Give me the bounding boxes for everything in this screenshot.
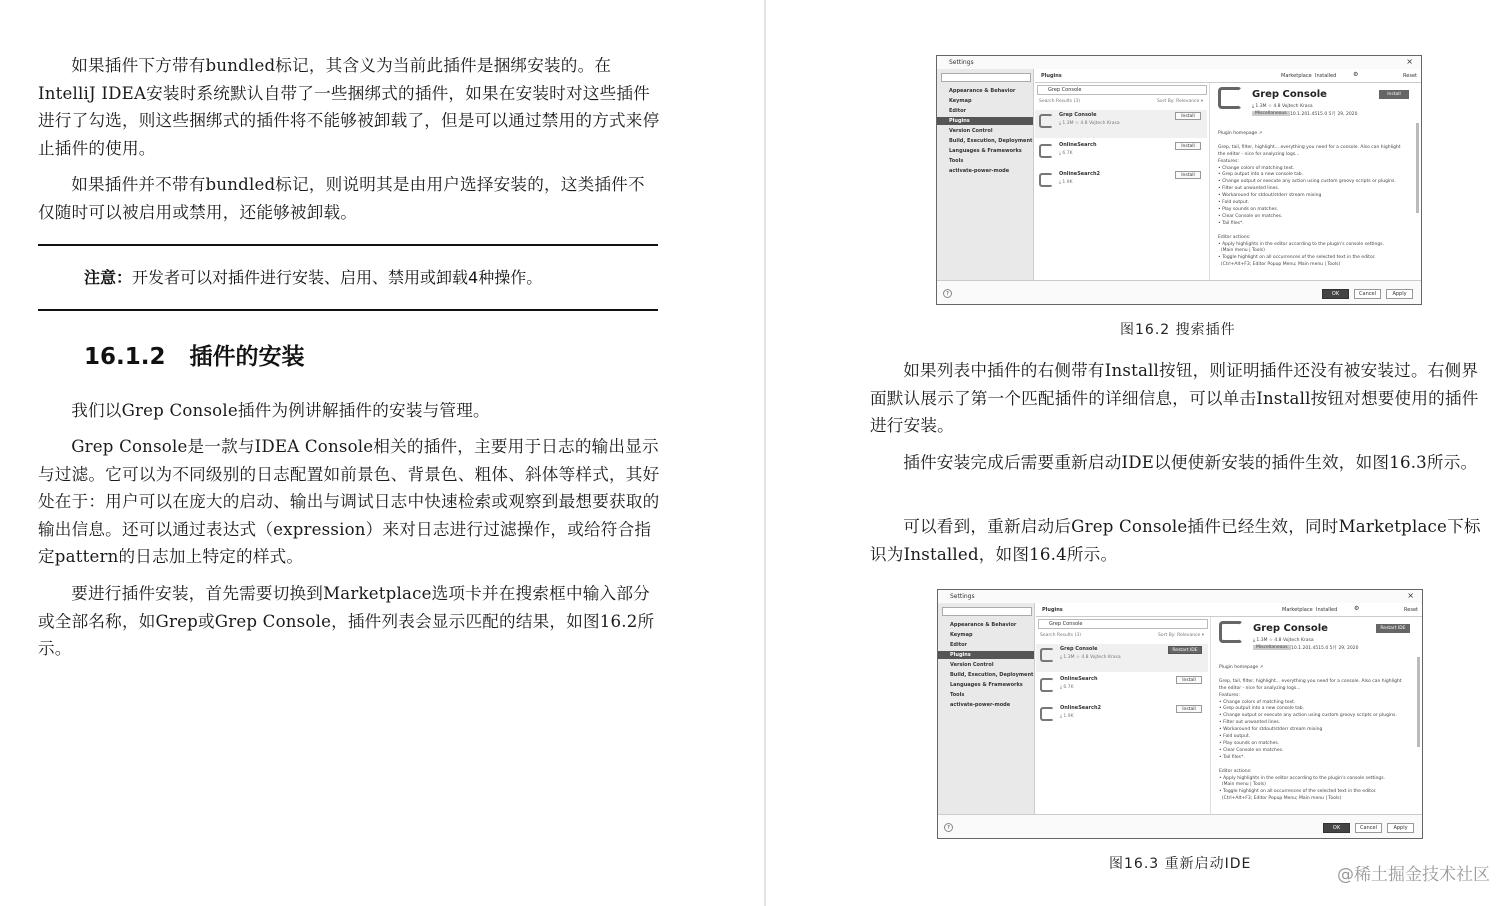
paragraph-bundled: 如果插件下方带有bundled标记，其含义为当前此插件是捆绑安装的。在IntelliJ IDEA安装时系统默认自带了一些捆绑式的插件，如果在安装时对这些插件进行了勾选，则这些捆绑式的插件将不能够被卸载了，但是可以通过禁用的方式来停止插件的使用。 [38,56,660,158]
sidebar-item-keymap[interactable]: Keymap [949,98,972,104]
sidebar-item-vcs[interactable]: Version Control [950,662,994,668]
detail-install-button[interactable]: Install [1379,90,1409,99]
tab-marketplace[interactable]: Marketplace [1282,607,1313,613]
figure-caption-16-2: 图16.2 搜索插件 [1120,322,1236,338]
help-icon[interactable]: ? [944,823,953,832]
detail-title: Grep Console [1253,623,1328,634]
detail-title: Grep Console [1252,89,1327,100]
paragraph-intro: 我们以Grep Console插件为例讲解插件的安装与管理。 [71,401,490,420]
apply-button[interactable]: Apply [1386,289,1413,299]
plugins-label: Plugins [1042,607,1063,613]
note-top-rule [38,244,658,246]
category-tag: Miscellaneous [1252,111,1290,116]
paragraph-restart: 插件安装完成后需要重新启动IDE以便使新安装的插件生效，如图16.3所示。 [903,453,1478,472]
plugin-meta: ⤓ 1.3M ☆ 4.8 Vojtech Krasa [1060,655,1121,660]
detail-meta: ⤓ 1.3M ☆ 4.8 Vojtech Krasa [1252,104,1313,109]
sidebar-item-tools[interactable]: Tools [950,692,965,698]
sidebar-item-tools[interactable]: Tools [949,158,964,164]
gear-icon[interactable]: ⚙ [1353,71,1359,78]
dialog-title: Settings [949,59,974,66]
detail-description: Plugin homepage ↗ Grep, tail, filter, highlight... everything you need for a console. Also can highlight the editor - nice for analyzing logs... Features: • Change colors of matching text. • Grep output into a new console tab. • Change output or execute any action using custom groovy scripts or plugins. • Filter out unwanted lines. • Workaround for stdout/stderr stream mixing • Fold output. • Play sounds on matches. • Clear Console on matches. • Tail files*. Editor actions: • Apply highlights in the editor according to the plugin's console settings. (Main menu | Tools) • Toggle highlight on all occurrences of the selected text in the editor. (Ctrl+Alt+F3; Editor Popup Menu; Main menu | Tools) [1218,131,1401,268]
install-button[interactable]: Install [1175,142,1201,150]
gear-icon[interactable]: ⚙ [1354,605,1360,612]
settings-sidebar [937,69,1034,280]
reset-link[interactable]: Reset [1403,73,1417,79]
plugin-row-onlinesearch2[interactable] [1035,169,1207,197]
sidebar-item-editor[interactable]: Editor [950,642,967,648]
plugin-row-onlinesearch2[interactable] [1036,703,1208,731]
paragraph-install-steps: 要进行插件安装，首先需要切换到Marketplace选项卡并在搜索框中输入部分或全部名称，如Grep或Grep Console，插件列表会显示匹配的结果，如图16.2所示。 [38,584,655,658]
sidebar-item-plugins[interactable]: Plugins [938,651,1034,659]
plugin-icon [1039,114,1053,128]
plugin-icon [1039,144,1053,158]
dialog-title: Settings [950,593,975,600]
plugin-list [1036,617,1211,814]
plugin-detail-panel [1212,83,1415,280]
plugin-row-grep-console[interactable] [1036,644,1208,672]
install-button[interactable]: Install [1176,676,1202,684]
note-label: 注意： [84,268,133,287]
detail-version: 10.1.201.4515.0 5月 29, 2020 [1291,646,1359,651]
sidebar-item-build[interactable]: Build, Execution, Deployment [949,138,1033,144]
dialog-titlebar [938,590,1422,603]
plugin-large-icon [1219,621,1243,643]
plugin-name: OnlineSearch [1059,142,1097,148]
plugins-label: Plugins [1041,73,1062,79]
figure-caption-16-3: 图16.3 重新启动IDE [1109,856,1252,872]
plugin-meta: ⤓ 1.9K [1059,180,1073,185]
paragraph-grep-console: Grep Console是一款与IDEA Console相关的插件，主要用于日志的输出显示与过滤。它可以为不同级别的日志配置如前景色、背景色、粗体、斜体等样式，其好处在于：用户可以在庞大的启动、输出与调试日志中快速检索或观察到最想要获取的输出信息。还可以通过表达式（expression）来对日志进行过滤操作，或给符合指定pattern的日志加上特定的样式。 [38,437,660,566]
close-icon[interactable]: × [1407,591,1414,600]
help-icon[interactable]: ? [943,289,952,298]
plugin-row-grep-console[interactable] [1035,110,1207,138]
plugin-large-icon [1218,87,1242,109]
plugin-detail-panel [1213,617,1416,814]
sidebar-item-keymap[interactable]: Keymap [950,632,973,638]
settings-sidebar [938,603,1035,814]
sidebar-search-input[interactable] [941,73,1031,82]
cancel-button[interactable]: Cancel [1355,823,1382,833]
restart-ide-button[interactable]: Restart IDE [1168,646,1202,654]
sidebar-search-input[interactable] [942,607,1032,616]
plugin-name: Grep Console [1060,646,1098,652]
settings-dialog-figure-1 [936,55,1422,305]
plugin-meta: ⤓ 1.3M ☆ 4.8 Vojtech Krasa [1059,121,1120,126]
category-tag: Miscellaneous [1253,645,1291,650]
section-title: 插件的安装 [189,344,305,370]
section-number: 16.1.2 [84,344,166,370]
detail-restart-ide-button[interactable]: Restart IDE [1376,624,1410,633]
plugin-search-input[interactable]: Grep Console [1037,85,1207,95]
install-button[interactable]: Install [1175,171,1201,179]
settings-dialog-figure-2 [937,589,1423,839]
sidebar-item-build[interactable]: Build, Execution, Deployment [950,672,1034,678]
sidebar-item-power-mode[interactable]: activate-power-mode [950,702,1011,708]
ok-button[interactable]: OK [1322,289,1349,299]
paragraph-install-button: 如果列表中插件的右侧带有Install按钮，则证明插件还没有被安装过。右侧界面默认展示了第一个匹配插件的详细信息，可以单击Install按钮对想要使用的插件进行安装。 [870,361,1479,435]
sidebar-item-languages[interactable]: Languages & Frameworks [950,682,1023,688]
right-page [766,0,1512,906]
detail-scrollbar[interactable] [1416,123,1419,213]
sidebar-item-power-mode[interactable]: activate-power-mode [949,168,1010,174]
plugin-meta: ⤓ 6.7K [1059,151,1073,156]
plugin-row-onlinesearch[interactable] [1036,674,1208,702]
sidebar-item-vcs[interactable]: Version Control [949,128,993,134]
plugin-name: OnlineSearch2 [1059,171,1101,177]
close-icon[interactable]: × [1406,57,1413,66]
sidebar-item-appearance[interactable]: Appearance & Behavior [949,88,1016,94]
plugins-header [1036,603,1422,617]
detail-meta: ⤓ 1.3M ☆ 4.8 Vojtech Krasa [1253,638,1314,643]
sort-dropdown[interactable]: Sort By: Relevance ▾ [1158,633,1204,638]
tab-installed[interactable]: Installed [1315,73,1337,79]
dialog-button-bar [937,280,1421,304]
ok-button[interactable]: OK [1323,823,1350,833]
install-button[interactable]: Install [1176,705,1202,713]
plugins-header [1035,69,1421,83]
plugin-icon [1040,648,1054,662]
section-heading [84,338,305,371]
detail-scrollbar[interactable] [1417,657,1420,747]
watermark: @稀土掘金技术社区 [1337,865,1490,885]
detail-description: Plugin homepage ↗ Grep, tail, filter, highlight... everything you need for a console. Also can highlight the editor - nice for analyzing logs... Features: • Change colors of matching text. • Grep output into a new console tab. • Change output or execute any action using custom groovy scripts or plugins. • Filter out unwanted lines. • Workaround for stdout/stderr stream mixing • Fold output. • Play sounds on matches. • Clear Console on matches. • Tail files*. Editor actions: • Apply highlights in the editor according to the plugin's console settings. (Main menu | Tools) • Toggle highlight on all occurrences of the selected text in the editor. (Ctrl+Alt+F3; Editor Popup Menu; Main menu | Tools) [1219,665,1402,802]
plugin-name: Grep Console [1059,112,1097,118]
plugin-search-input[interactable]: Grep Console [1038,619,1208,629]
sidebar-item-plugins[interactable]: Plugins [937,117,1033,125]
plugin-icon [1040,707,1054,721]
paragraph-not-bundled: 如果插件并不带有bundled标记，则说明其是由用户选择安装的，这类插件不仅随时可以被启用或禁用，还能够被卸载。 [38,175,645,222]
sidebar-item-editor[interactable]: Editor [949,108,966,114]
plugin-row-onlinesearch[interactable] [1035,140,1207,168]
dialog-button-bar [938,814,1422,838]
plugin-icon [1039,173,1053,187]
plugin-meta: ⤓ 6.7K [1060,685,1074,690]
search-results-count: Search Results (3) [1039,99,1080,104]
detail-version: 10.1.201.4515.0 5月 29, 2020 [1290,112,1358,117]
note-box [84,265,542,288]
note-text: 开发者可以对插件进行安装、启用、禁用或卸载4种操作。 [132,268,543,287]
plugin-meta: ⤓ 1.9K [1060,714,1074,719]
search-results-count: Search Results (3) [1040,633,1081,638]
plugin-icon [1040,678,1054,692]
plugin-name: OnlineSearch2 [1060,705,1102,711]
install-button[interactable]: Install [1175,112,1201,120]
note-bottom-rule [38,309,658,311]
sidebar-item-appearance[interactable]: Appearance & Behavior [950,622,1017,628]
dialog-titlebar [937,56,1421,69]
sort-dropdown[interactable]: Sort By: Relevance ▾ [1157,99,1203,104]
tab-marketplace[interactable]: Marketplace [1281,73,1312,79]
paragraph-installed: 可以看到，重新启动后Grep Console插件已经生效，同时Marketplace下标识为Installed，如图16.4所示。 [870,517,1481,564]
plugin-name: OnlineSearch [1060,676,1098,682]
sidebar-item-languages[interactable]: Languages & Frameworks [949,148,1022,154]
apply-button[interactable]: Apply [1387,823,1414,833]
tab-installed[interactable]: Installed [1316,607,1338,613]
reset-link[interactable]: Reset [1404,607,1418,613]
plugin-list [1035,83,1210,280]
cancel-button[interactable]: Cancel [1354,289,1381,299]
